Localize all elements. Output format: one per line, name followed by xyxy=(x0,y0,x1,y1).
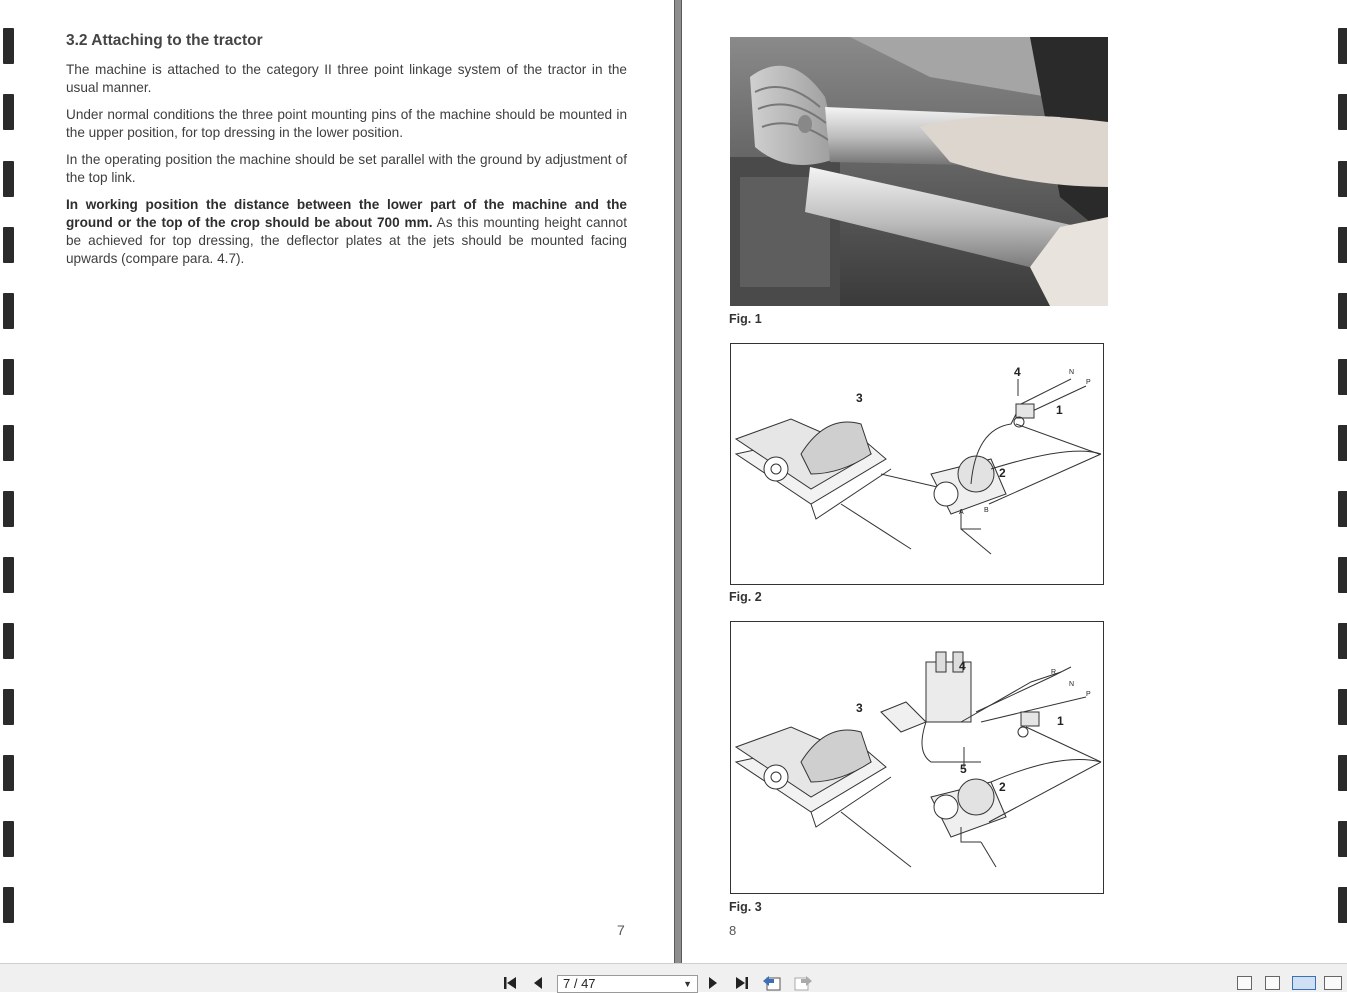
fig2-label-n: N xyxy=(1069,369,1075,376)
page-number-left: 7 xyxy=(617,922,625,938)
fig2-label-b: B xyxy=(984,507,989,514)
fig3-label-5: 5 xyxy=(960,762,967,776)
fig3-label-2: 2 xyxy=(999,780,1006,794)
binding-hole xyxy=(3,491,14,527)
fig3-caption: Fig. 3 xyxy=(729,900,762,914)
section-heading: 3.2 Attaching to the tractor xyxy=(66,32,263,49)
fig2-label-1: 1 xyxy=(1056,403,1063,417)
binding-hole xyxy=(1338,161,1347,197)
binding-hole xyxy=(3,94,14,130)
paragraph-1: The machine is attached to the category II three point linkage system of the tractor in the usual manner. xyxy=(66,62,627,95)
right-page xyxy=(682,0,1347,963)
binding-hole xyxy=(3,161,14,197)
fig3-label-r: R xyxy=(1051,669,1057,676)
paragraph-4-bold: In working position the distance between the lower part of the machine and the ground or the top of the crop should be about 700 mm. xyxy=(66,197,627,230)
previous-page-icon[interactable] xyxy=(530,974,546,992)
viewer-toolbar xyxy=(0,963,1347,992)
binding-hole xyxy=(3,689,14,725)
binding-hole xyxy=(1338,227,1347,263)
binding-hole xyxy=(1338,491,1347,527)
binding-hole xyxy=(1338,28,1347,64)
two-page-view-icon[interactable] xyxy=(1292,976,1316,990)
single-page-view-icon[interactable] xyxy=(1237,976,1252,990)
fig3-label-p: P xyxy=(1086,691,1091,698)
binding-hole xyxy=(1338,821,1347,857)
fig2-frame xyxy=(730,343,1104,585)
fig2-label-a: A xyxy=(959,509,964,516)
paragraph-4-rest: As this mounting height cannot be achieved for top dressing, the deflector plates at the jets should be mounted facing upwards (compare para. 4.7). xyxy=(66,215,627,266)
fig2-label-2: 2 xyxy=(999,466,1006,480)
binding-hole xyxy=(1338,293,1347,329)
binding-hole xyxy=(1338,425,1347,461)
binding-hole xyxy=(1338,755,1347,791)
binding-hole xyxy=(3,755,14,791)
binding-hole xyxy=(3,821,14,857)
binding-hole xyxy=(1338,359,1347,395)
fig3-label-3: 3 xyxy=(856,701,863,715)
binding-hole xyxy=(3,623,14,659)
paragraph-4 xyxy=(66,196,627,268)
binding-hole xyxy=(3,425,14,461)
next-page-icon[interactable] xyxy=(705,974,721,992)
paragraph-3: In the operating position the machine should be set parallel with the ground by adjustment of the top link. xyxy=(66,152,627,185)
binding-hole xyxy=(3,227,14,263)
fig3-frame xyxy=(730,621,1104,894)
left-page xyxy=(0,0,674,963)
fig2-caption: Fig. 2 xyxy=(729,590,762,604)
continuous-view-icon[interactable] xyxy=(1265,976,1280,990)
first-page-icon[interactable] xyxy=(501,974,521,992)
binding-hole xyxy=(3,887,14,923)
binding-hole xyxy=(3,28,14,64)
binding-hole xyxy=(3,359,14,395)
fig3-hydraulic-diagram xyxy=(731,622,1102,892)
fig3-label-1: 1 xyxy=(1057,714,1064,728)
chevron-down-icon[interactable]: ▼ xyxy=(683,979,692,989)
two-page-continuous-view-icon[interactable] xyxy=(1324,976,1342,990)
binding-hole xyxy=(1338,94,1347,130)
page-number-right: 8 xyxy=(729,923,737,938)
binding-hole xyxy=(3,557,14,593)
page-gutter xyxy=(674,0,682,963)
fig3-label-4: 4 xyxy=(959,659,966,673)
page-indicator: 7 / 47 xyxy=(563,976,596,991)
fig2-label-4: 4 xyxy=(1014,365,1021,379)
pto-shaft-illustration xyxy=(730,37,1108,306)
fig1-caption: Fig. 1 xyxy=(729,312,762,326)
go-forward-view-icon[interactable] xyxy=(792,974,814,992)
binding-hole xyxy=(1338,623,1347,659)
fig3-label-n: N xyxy=(1069,681,1075,688)
paragraph-2: Under normal conditions the three point mounting pins of the machine should be mounted in the upper position, for top dressing in the lower position. xyxy=(66,107,627,140)
fig1-photo xyxy=(730,37,1108,306)
binding-hole xyxy=(1338,689,1347,725)
fig2-label-3: 3 xyxy=(856,391,863,405)
page-number-input[interactable] xyxy=(557,975,698,993)
go-back-view-icon[interactable] xyxy=(761,974,783,992)
fig2-hydraulic-diagram xyxy=(731,344,1102,583)
binding-hole xyxy=(1338,887,1347,923)
fig2-label-p: P xyxy=(1086,379,1091,386)
last-page-icon[interactable] xyxy=(731,974,751,992)
binding-hole xyxy=(1338,557,1347,593)
binding-hole xyxy=(3,293,14,329)
